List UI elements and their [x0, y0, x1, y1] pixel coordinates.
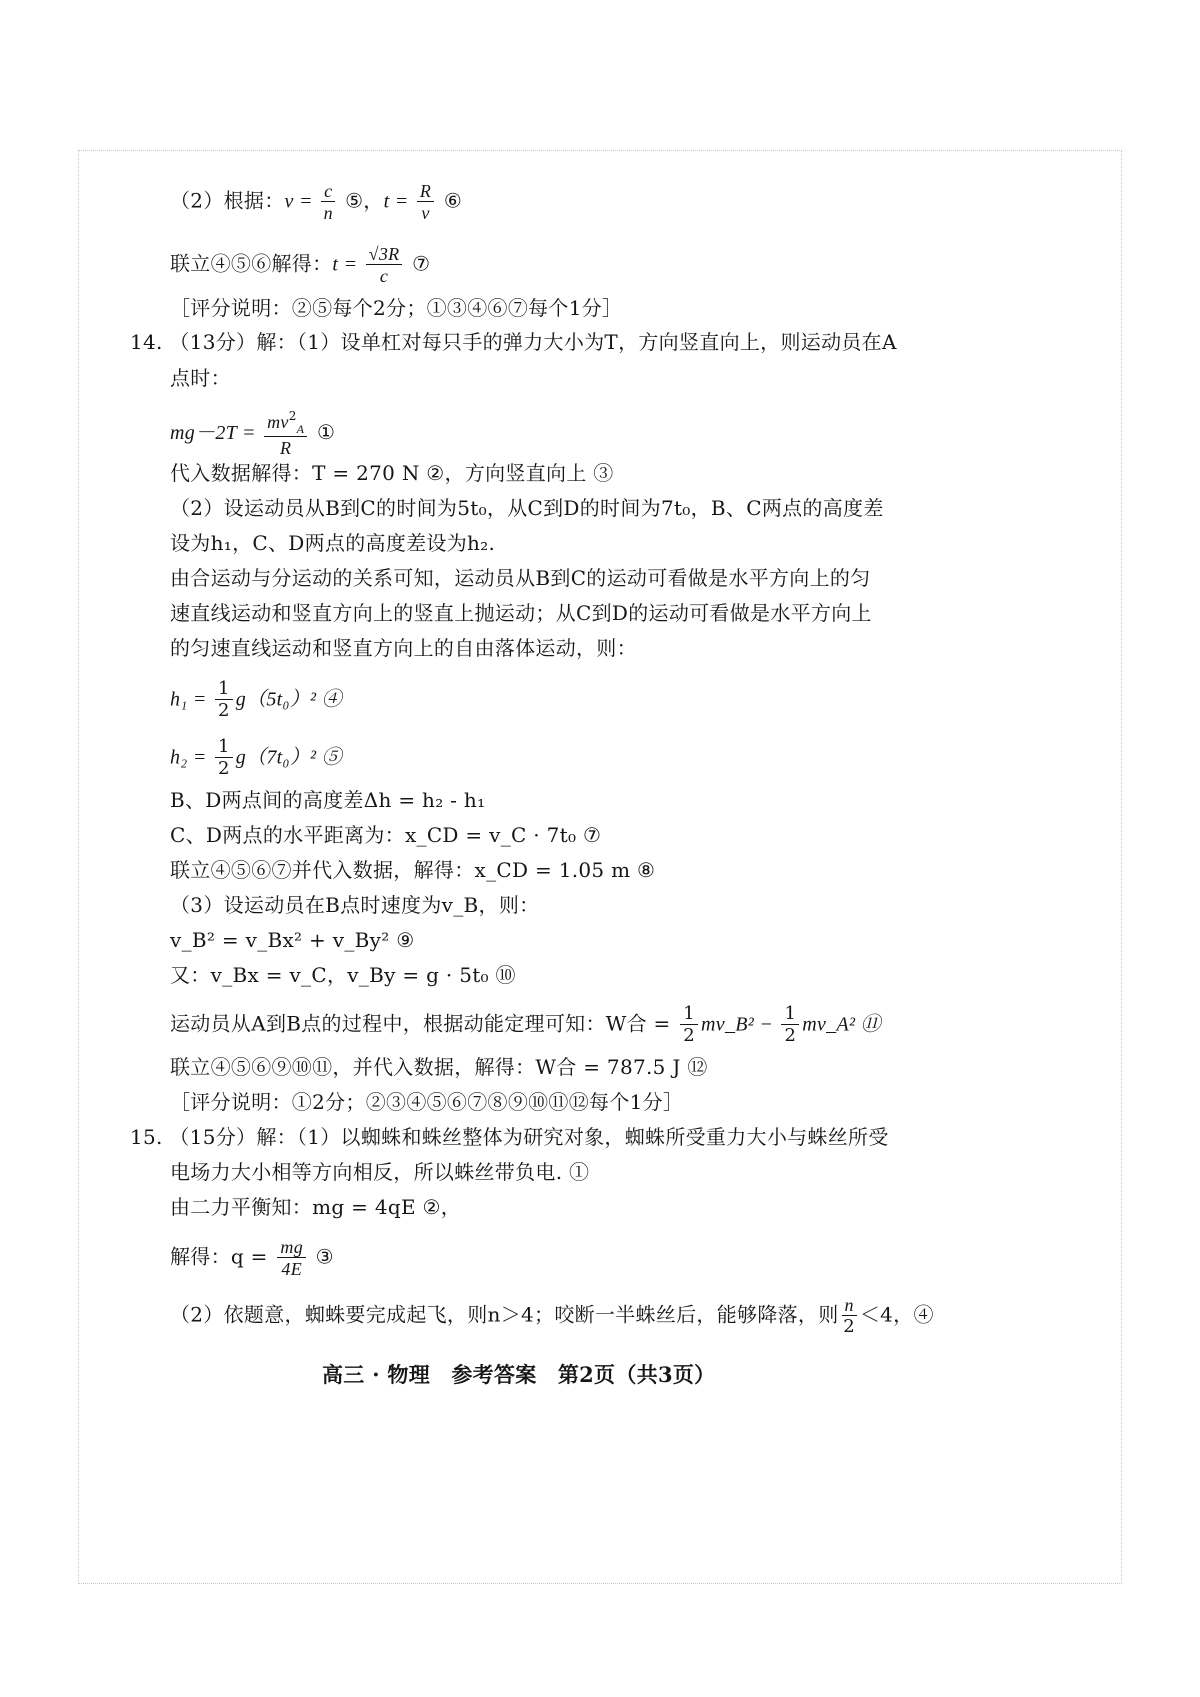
fraction-one-half: $\frac{1}{2}$	[781, 1005, 799, 1045]
equation-4: h₁ = $\frac{1}{2}$ g（5t₀）² ④	[170, 678, 342, 721]
line-q13-result: 联立④⑤⑥解得：t = $\frac{√3R}{c}$ ⑦	[170, 244, 431, 286]
line-t-value: 代入数据解得：T = 270 N ②，方向竖直向上 ③	[170, 461, 614, 485]
q14-part2-intro: （2）设运动员从B到C的时间为5t₀，从C到D的时间为7t₀，B、C两点的高度差	[170, 496, 884, 520]
scoring-note-q14: ［评分说明：①2分；②③④⑤⑥⑦⑧⑨⑩⑪⑫每个1分］	[170, 1090, 684, 1114]
fraction-r-over-v: $\frac{R}{v}$	[417, 182, 434, 222]
fraction-mva2-over-r: $\frac{mv^2_A}{R}$	[264, 410, 307, 457]
scoring-note-q13: ［评分说明：②⑤每个2分；①③④⑥⑦每个1分］	[170, 296, 623, 320]
line-height-diff: B、D两点间的高度差Δh = h₂ - h₁	[170, 788, 486, 812]
fraction-one-half: $\frac{1}{2}$	[215, 680, 233, 720]
fraction-c-over-n: $\frac{c}{n}$	[321, 182, 335, 222]
equation-9: v_B² = v_Bx² + v_By² ⑨	[170, 928, 415, 952]
q14-part2-intro-cont: 设为h₁，C、D两点的高度差设为h₂.	[170, 531, 496, 555]
paragraph-line-1: 由合运动与分运动的关系可知，运动员从B到C的运动可看做是水平方向上的匀	[170, 566, 871, 590]
equation-11: 运动员从A到B点的过程中，根据动能定理可知：W合 = $\frac{1}{2}$ mv_B² − $\frac{1}{2}$ mv_A² ⑪	[170, 1003, 881, 1046]
equation-10: 又：v_Bx = v_C，v_By = g · 5t₀ ⑩	[170, 963, 516, 987]
q14-intro: 14. （13分）解：（1）设单杠对每只手的弹力大小为T，方向竖直向上，则运动员在A	[130, 330, 897, 354]
page-footer: 高三 · 物理 参考答案 第2页（共3页）	[322, 1362, 716, 1387]
line-work-result: 联立④⑤⑥⑨⑩⑪，并代入数据，解得：W合 = 787.5 J ⑫	[170, 1055, 708, 1079]
q15-intro-cont: 电场力大小相等方向相反，所以蛛丝带负电. ①	[170, 1160, 590, 1184]
line-q13-2: （2）根据：v = $\frac{c}{n}$ ⑤，t = $\frac{R}{v}$ ⑥	[170, 181, 463, 223]
q15-part2: （2）依题意，蜘蛛要完成起飞，则n＞4；咬断一半蛛丝后，能够降落，则 $\frac{n}{2}$ ＜4，④	[170, 1295, 934, 1337]
equation-q15-3: 解得：q = $\frac{mg}{4E}$ ③	[170, 1237, 334, 1279]
equation-q15-2: 由二力平衡知：mg = 4qE ②，	[170, 1195, 462, 1219]
equation-5: h₂ = $\frac{1}{2}$ g（7t₀）² ⑤	[170, 736, 342, 779]
paragraph-line-2: 速直线运动和竖直方向上的竖直上抛运动；从C到D的运动可看做是水平方向上	[170, 601, 872, 625]
fraction-one-half: $\frac{1}{2}$	[215, 738, 233, 778]
fraction-n-over-2: $\frac{n}{2}$	[843, 1295, 856, 1337]
line-xcd-result: 联立④⑤⑥⑦并代入数据，解得：x_CD = 1.05 m ⑧	[170, 858, 656, 882]
q14-part3-intro: （3）设运动员在B点时速度为v_B，则：	[170, 893, 540, 917]
fraction-one-half: $\frac{1}{2}$	[680, 1005, 698, 1045]
fraction-sqrt3r-over-c: $\frac{√3R}{c}$	[366, 245, 403, 285]
q15-intro: 15. （15分）解：（1）以蜘蛛和蛛丝整体为研究对象，蜘蛛所受重力大小与蛛丝所受	[130, 1125, 889, 1149]
fraction-mg-over-4e: $\frac{mg}{4E}$	[277, 1238, 306, 1278]
equation-1: mg－2T = $\frac{mv^2_A}{R}$ ①	[170, 409, 336, 458]
paragraph-line-3: 的匀速直线运动和竖直方向上的自由落体运动，则：	[170, 636, 637, 660]
q14-intro-cont: 点时：	[170, 366, 231, 390]
line-horizontal-distance: C、D两点的水平距离为：x_CD = v_C · 7t₀ ⑦	[170, 823, 602, 847]
